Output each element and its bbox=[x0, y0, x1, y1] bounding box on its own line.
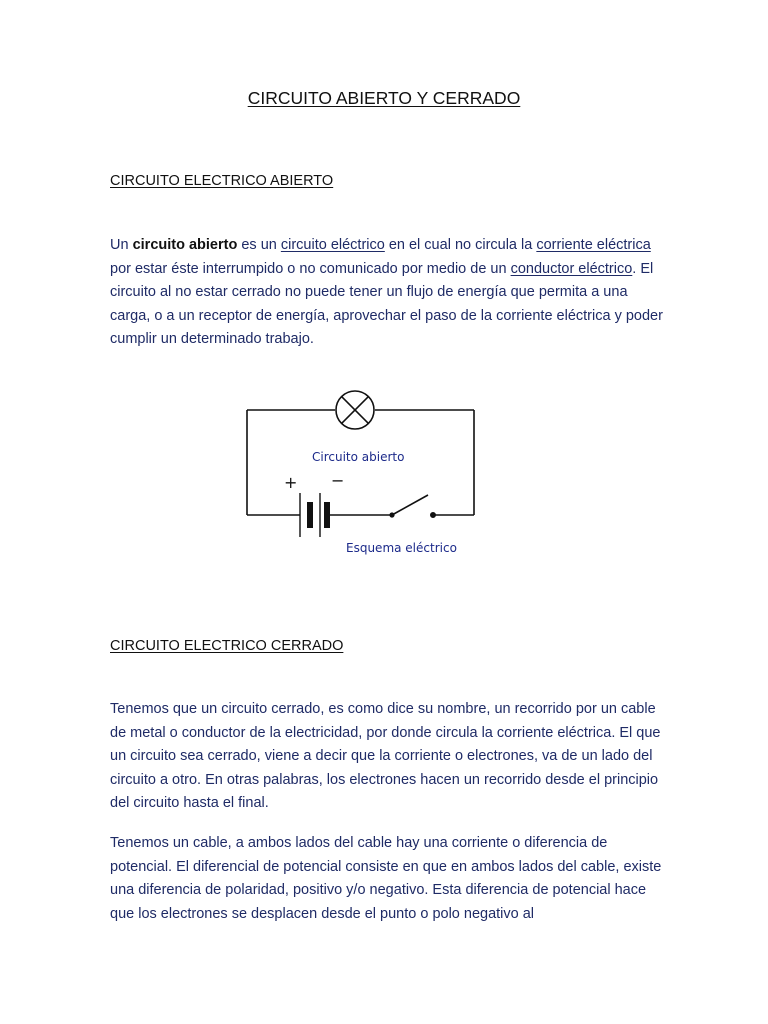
link-conductor-electrico[interactable]: conductor eléctrico bbox=[510, 260, 633, 277]
link-circuito-electrico[interactable]: circuito eléctrico bbox=[280, 237, 385, 253]
lamp-icon bbox=[336, 391, 374, 429]
document-title: CIRCUITO ABIERTO Y CERRADO bbox=[247, 88, 521, 108]
link-corriente-electrica[interactable]: corriente eléctrica bbox=[536, 237, 651, 253]
closed-circuit-paragraph-2: Tenemos un cable, a ambos lados del cable hay una corriente o diferencia de potencial. El diferencial de potencial consiste en que en ambos lados del cable, existe una diferencia de polaridad, positivo y/o negativo. Esta diferencia de potencial hace que los electrones se desplacen desde el punto o polo negativo al bbox=[110, 835, 662, 922]
closed-circuit-paragraph-1: Tenemos que un circuito cerrado, es como dice su nombre, un recorrido por un cable de metal o conductor de la electricidad, por donde circula la corriente eléctrica. El que un circuito sea cerrado, viene a decir que la corriente o electrones, va de un lado del circuito a otro. En otras palabras, los electrones hacen un recorrido desde el principio del circuito hasta el final. bbox=[110, 701, 661, 811]
paragraph-text: Un bbox=[110, 237, 133, 253]
open-circuit-diagram bbox=[240, 385, 485, 565]
diagram-label-esquema-electrico: Esquema eléctrico bbox=[346, 541, 457, 555]
battery-minus-sign: − bbox=[331, 471, 345, 490]
battery-plus-sign: + bbox=[284, 473, 298, 492]
bold-term-circuito-abierto: circuito abierto bbox=[132, 237, 238, 253]
battery-icon bbox=[300, 493, 330, 537]
paragraph-text: en el cual no circula la bbox=[384, 237, 537, 253]
paragraph-text: por estar éste interrumpido o no comunicado por medio de un bbox=[110, 260, 511, 277]
open-circuit-paragraph bbox=[110, 234, 670, 352]
section-heading-closed-circuit: CIRCUITO ELECTRICO CERRADO bbox=[110, 638, 344, 654]
paragraph-text: es un bbox=[237, 237, 281, 253]
section-heading-open-circuit: CIRCUITO ELECTRICO ABIERTO bbox=[110, 173, 334, 189]
open-switch-icon bbox=[390, 495, 435, 517]
diagram-label-circuito-abierto: Circuito abierto bbox=[312, 450, 405, 464]
paragraph-text: . El circuito al no estar cerrado no puede tener un flujo de energía que permita a una carga, o a un receptor de energía, aprovechar el paso de la corriente eléctrica y poder cumplir un determinado trabajo. bbox=[110, 260, 663, 347]
